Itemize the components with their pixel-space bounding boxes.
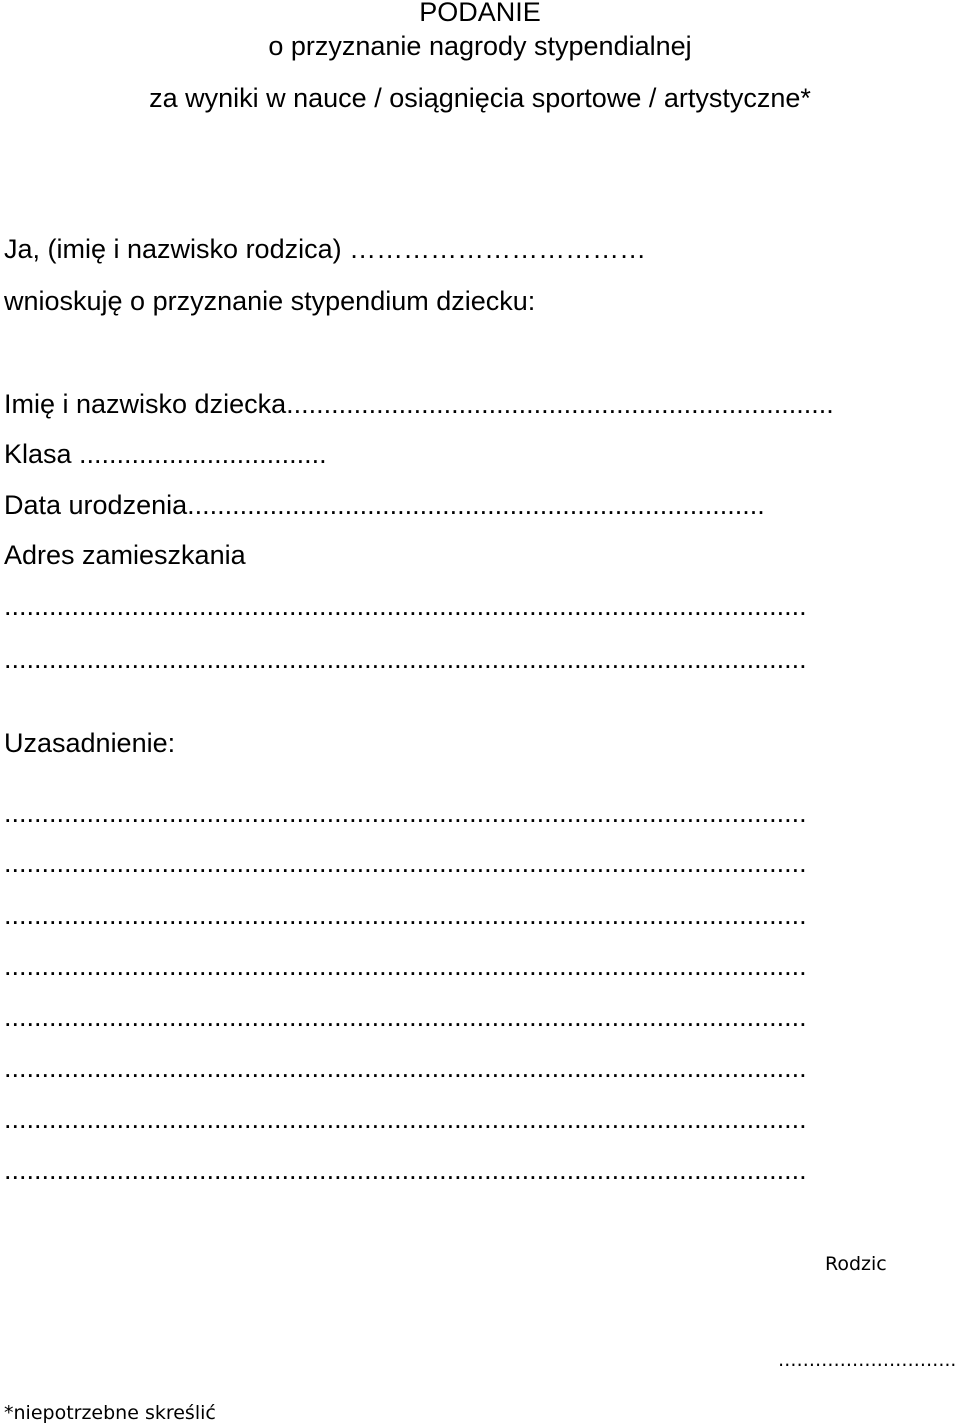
- child-name-field[interactable]: Imię i nazwisko dziecka.........................................................................: [4, 389, 834, 419]
- parent-name-field[interactable]: Ja, (imię i nazwisko rodzica) ……………………………: [4, 234, 647, 264]
- address-line[interactable]: ...........................................................................................................: [4, 591, 807, 621]
- signature-label: Rodzic: [825, 1253, 887, 1275]
- justification-line[interactable]: ...........................................................................................................: [4, 848, 807, 878]
- justification-line[interactable]: ...........................................................................................................: [4, 951, 807, 981]
- form-subtitle: o przyznanie nagrody stypendialnej: [268, 31, 692, 61]
- signature-field[interactable]: ………………………..: [778, 1350, 957, 1371]
- justification-line[interactable]: ...........................................................................................................: [4, 1155, 807, 1185]
- justification-line[interactable]: ...........................................................................................................: [4, 1053, 807, 1083]
- birth-date-field[interactable]: Data urodzenia.............................................................................: [4, 490, 765, 520]
- address-line[interactable]: ...........................................................................................................: [4, 644, 807, 674]
- justification-line[interactable]: ...........................................................................................................: [4, 900, 807, 930]
- justification-label: Uzasadnienie:: [4, 728, 176, 758]
- request-statement: wnioskuję o przyznanie stypendium dziecku:: [4, 286, 536, 316]
- justification-line[interactable]: ...........................................................................................................: [4, 1104, 807, 1134]
- justification-line[interactable]: ...........................................................................................................: [4, 798, 807, 828]
- form-subject: za wyniki w nauce / osiągnięcia sportowe / artystyczne*: [149, 83, 811, 113]
- address-label: Adres zamieszkania: [4, 540, 246, 570]
- footnote: *niepotrzebne skreślić: [4, 1402, 216, 1424]
- form-title: PODANIE: [419, 0, 541, 27]
- justification-line[interactable]: ...........................................................................................................: [4, 1002, 807, 1032]
- class-field[interactable]: Klasa .................................: [4, 439, 327, 469]
